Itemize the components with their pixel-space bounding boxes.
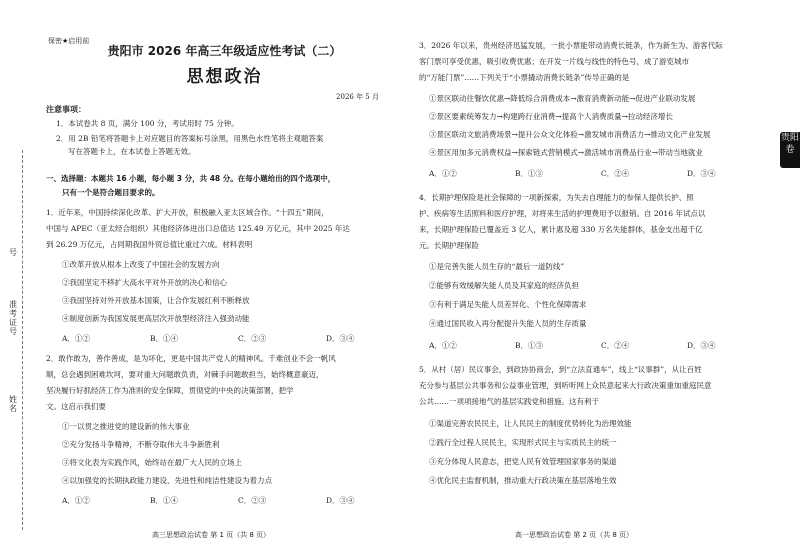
q4-stem: 护、疾病等生活照料和医疗护理，对将来生活的护理费用予以报销。自 2016 年试点以 <box>419 209 706 218</box>
gutter-label-b: 准 考 证 号 <box>9 300 17 336</box>
q1-stem: 中国与 APEC（亚太经合组织）其他经济体进出口总值达 125.49 万亿元，其中 2025 年达 <box>46 224 350 233</box>
q5-option: ③充分体现人民意志，把党人民有效管理国家事务的渠道 <box>429 457 617 466</box>
note-item: 1．本试卷共 8 页，满分 100 分，考试用时 75 分钟。 <box>56 119 239 128</box>
q4-option: ③有利于满足失能人员差异化、个性化保障需求 <box>429 300 587 309</box>
q1-option: ①改革开放从根本上改变了中国社会的发展方向 <box>62 260 220 269</box>
q2-choice-d: D．③④ <box>326 496 355 505</box>
side-tab-line1: 贵阳 <box>780 133 799 143</box>
confidential-mark: 保密★启用前 <box>48 37 90 45</box>
q4-stem: 元。长期护理保险 <box>419 241 479 250</box>
q2-option: ③将文化表为实践作风，始终站在最广大人民的立场上 <box>62 458 242 467</box>
exam-date: 2026 年 5 月 <box>336 93 379 101</box>
q3-option: ③景区联动文旅消费场景→提升公众文化体验→激发城市消费活力→推动文化产业发展 <box>429 130 711 139</box>
q3-choice-a: A．①② <box>429 169 457 178</box>
q4-stem: 来，长期护理保险已覆盖近 3 亿人，累计惠及超 330 万名失能群体，基金支出超千亿 <box>419 225 703 234</box>
notes-heading: 注意事项： <box>46 105 86 114</box>
side-tab-line2: 卷 <box>785 145 795 155</box>
q4-choice-c: C．②④ <box>601 341 630 350</box>
note-item: 2．用 2B 铅笔将答题卡上对应题目的答案标号涂黑，用黑色水性笔将主观题答案 <box>56 134 324 143</box>
q3-option: ①景区联动住餐饮优惠→降低综合消费成本→激育消费新动能→促进产业联动发展 <box>429 94 696 103</box>
q4-choice-b: B．①③ <box>515 341 544 350</box>
q2-option: ④以加强党的长期执政能力建设、先进性和纯洁性建设为着力点 <box>62 476 272 485</box>
q3-stem: 3．2026 年以来，贵州经济迅猛发展，一批小票能带动消费长链条，作为新生为、游客代际 <box>419 41 723 50</box>
q1-choice-a: A．①② <box>62 334 90 343</box>
q3-choice-b: B．①③ <box>515 169 544 178</box>
q3-stem: 的“万能门票”……下列关于“小票撬动消费长链条”传导正确的是 <box>419 73 630 82</box>
gutter-label-c: 姓 名 <box>9 395 17 413</box>
side-tab <box>780 132 800 168</box>
q3-choice-c: C．②④ <box>601 169 630 178</box>
q3-option: ④景区用加多元消费权益→探索链式营销模式→激活城市消费品行业→带动当地就业 <box>429 148 703 157</box>
q4-choice-a: A．①② <box>429 341 457 350</box>
q5-option: ①渠道完善农民民主，让人民民主的制度优势转化为治理效能 <box>429 419 632 428</box>
q3-option: ②景区要素统筹发力→构建跨行业消费→提高个人消费质量→拉动经济增长 <box>429 112 673 121</box>
section-title: 一、选择题：本题共 16 小题，每小题 3 分，共 48 分。在每小题给出的四个选项中， <box>46 174 336 183</box>
q3-stem: 客门票可享受优惠，吸引收费优惠；在开发一片线与线性的特色号，成了游览城市 <box>419 57 689 66</box>
subject-title: 思想政治 <box>186 67 263 87</box>
q1-choice-c: C．②③ <box>238 334 267 343</box>
q2-choice-b: B．①④ <box>150 496 179 505</box>
q2-option: ②充分发扬斗争精神，不断夺取伟大斗争新胜利 <box>62 440 220 449</box>
note-item: 写在答题卡上，在本试卷上答题无效。 <box>68 147 196 156</box>
q4-option: ②能够有效缓解失能人员及其家庭的经济负担 <box>429 281 579 290</box>
q5-stem: 5．从村（居）民议事会，到政协协商会，到“立法直通车”，线上“议事群”，从让百姓 <box>419 365 702 374</box>
q3-choice-d: D．③④ <box>687 169 716 178</box>
q4-option: ④通过国民收入再分配提升失能人员的生存质量 <box>429 319 587 328</box>
section-subtitle: 只有一个是符合题目要求的。 <box>62 188 160 197</box>
q1-choice-d: D．③④ <box>326 334 355 343</box>
q4-stem: 4．长期护理保险是社会保障的一项新探索，为失去自理能力的参保人提供长护、照 <box>419 193 694 202</box>
q1-choice-b: B．①④ <box>150 334 179 343</box>
q4-choice-d: D．③④ <box>687 341 716 350</box>
q5-option: ②践行全过程人民民主，实现形式民主与实质民主的统一 <box>429 438 617 447</box>
footer-right: 高一思想政治试卷 第 2 页（共 8 页） <box>515 531 634 539</box>
q2-stem: 坚决履行好抓经济工作为准则的安全保障，贯彻党的中央的决策部署，把学 <box>46 386 294 395</box>
q2-stem: 文。这启示我们要 <box>46 402 106 411</box>
binding-gutter <box>0 0 40 554</box>
q1-option: ③我国坚持对外开放基本国策，让合作发展红利不断释放 <box>62 296 250 305</box>
binding-line <box>22 150 23 530</box>
q5-stem: 公共……一项项接地气的基层实践党和措施。这有利于 <box>419 397 599 406</box>
exam-title: 贵阳市 2026 年高三年级适应性考试（二） <box>107 44 342 58</box>
q2-choice-c: C．②③ <box>238 496 267 505</box>
q2-option: ①一以贯之推进党的建设新的伟大事业 <box>62 422 190 431</box>
q1-stem: 到 26.29 万亿元，占同期我国外贸总值比重过六成。材料表明 <box>46 240 253 249</box>
footer-left: 高三思想政治试卷 第 1 页（共 8 页） <box>152 531 271 539</box>
q2-choice-a: A．①② <box>62 496 90 505</box>
q1-option: ②我国坚定不移扩大高水平对外开放的决心和信心 <box>62 278 227 287</box>
q1-stem: 1．近年来，中国持续深化改革、扩大开放，积极融入亚太区域合作。“十四五”期间， <box>46 208 329 217</box>
gutter-label-a: 号 <box>9 248 17 257</box>
q5-stem: 充分参与基层公共事务和公益事业管理，到听听网上众民意起来大行政决策重加重庭民意 <box>419 381 712 390</box>
q1-option: ④制度创新为我国发展更高层次开放型经济注入强劲动能 <box>62 314 250 323</box>
q4-option: ①是完善失能人员生存的“最后一道防线” <box>429 262 565 271</box>
q2-stem: 顺，总会遇到困难坎坷，要对重大问题敢负责，对棘手问题敢担当，始终概意豪迈， <box>46 370 324 379</box>
q5-option: ④优化民主监督机制，推动重大行政决策在基层落地生效 <box>429 476 617 485</box>
q2-stem: 2．敢作敢为，善作善成，是为坏化，更是中国共产党人的精神风。千难创业不会一帆风 <box>46 354 336 363</box>
